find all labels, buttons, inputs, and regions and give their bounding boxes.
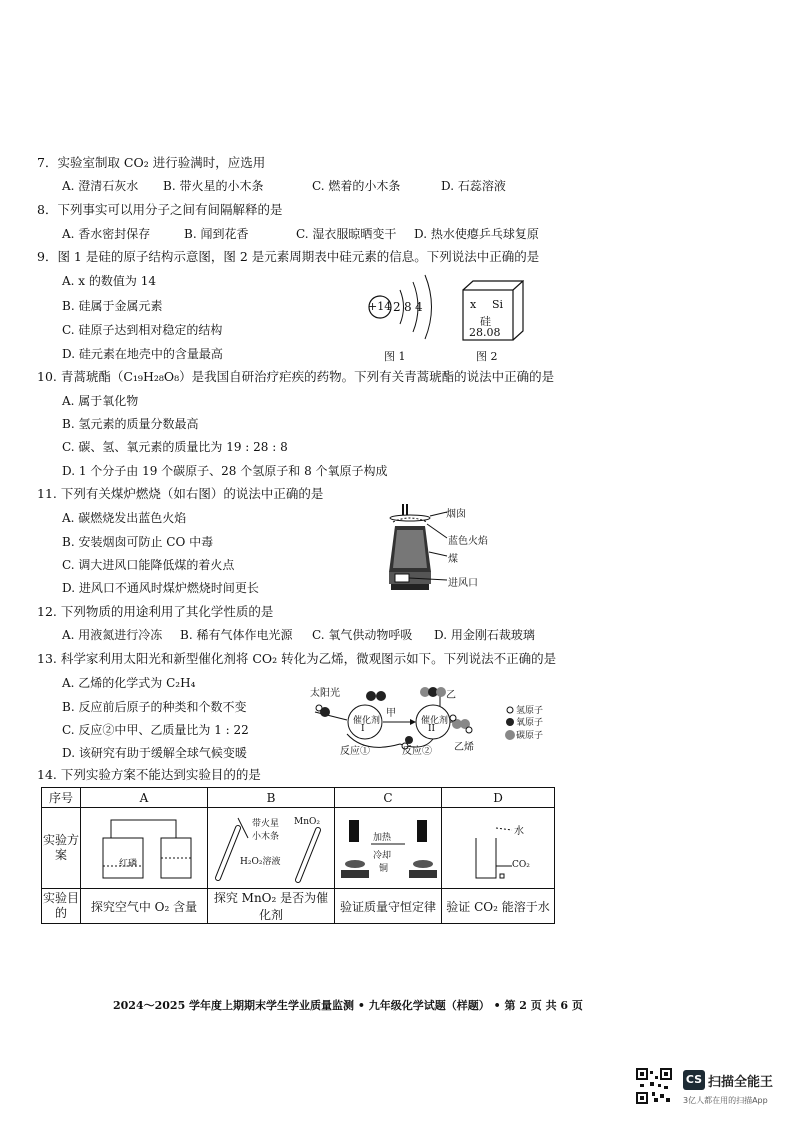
atom-shell-3: 4 bbox=[415, 300, 423, 314]
q7-option-a: A. 澄清石灰水 bbox=[62, 179, 139, 193]
reaction-1-label: 反应① bbox=[340, 746, 370, 757]
reaction-2-label: 反应② bbox=[402, 746, 432, 757]
h2o2-label: H₂O₂溶液 bbox=[240, 857, 281, 867]
table-header-b: B bbox=[208, 788, 335, 808]
goal-d: 验证 CO₂ 能溶于水 bbox=[442, 889, 555, 924]
q10-option-c: C. 碳、氢、氧元素的质量比为 19 : 28 : 8 bbox=[62, 440, 288, 454]
fig2-caption: 图 2 bbox=[476, 350, 498, 363]
catalyst-1-label: 催化剂 bbox=[353, 716, 381, 726]
q13-stem: 13. 科学家利用太阳光和新型催化剂将 CO₂ 转化为乙烯，微观图示如下。下列说法不正确的是 bbox=[37, 651, 557, 666]
q11-option-c: C. 调大进风口能降低煤的着火点 bbox=[62, 558, 235, 572]
q8-option-a: A. 香水密封保存 bbox=[62, 227, 151, 241]
q10-stem: 10. 青蒿琥酯（C₁₉H₂₈O₈）是我国自研治疗疟疾的药物。下列有关青蒿琥酯的说法中正确的是 bbox=[37, 369, 555, 384]
q11-option-a: A. 碳燃烧发出蓝色火焰 bbox=[62, 511, 187, 525]
q14-stem: 14. 下列实验方案不能达到实验目的的是 bbox=[37, 767, 261, 782]
substance-yi-label: 乙 bbox=[446, 690, 456, 701]
q12-stem: 12. 下列物质的用途利用了其化学性质的是 bbox=[37, 604, 274, 619]
fig1-caption: 图 1 bbox=[384, 350, 406, 363]
goal-b: 探究 MnO₂ 是否为催化剂 bbox=[208, 889, 335, 924]
table-header-index: 序号 bbox=[42, 788, 81, 808]
q13-option-b: B. 反应前后原子的种类和个数不变 bbox=[62, 700, 247, 714]
element-mass: 28.08 bbox=[469, 326, 501, 339]
q12-option-a: A. 用液氮进行冷冻 bbox=[62, 628, 163, 642]
row-label-goal: 实验目的 bbox=[42, 889, 81, 924]
atom-shell-1: 2 bbox=[393, 300, 401, 314]
scheme-c-cell bbox=[335, 808, 442, 889]
q13-option-a: A. 乙烯的化学式为 C₂H₄ bbox=[62, 676, 196, 690]
scheme-b-cell bbox=[208, 808, 335, 889]
goal-a: 探究空气中 O₂ 含量 bbox=[81, 889, 208, 924]
q9-option-a: A. x 的数值为 14 bbox=[62, 274, 156, 288]
legend-oxygen: 氧原子 bbox=[516, 718, 544, 728]
scheme-a-cell bbox=[81, 808, 208, 889]
q10-option-d: D. 1 个分子由 19 个碳原子、28 个氢原子和 8 个氧原子构成 bbox=[62, 464, 388, 478]
goal-c: 验证质量守恒定律 bbox=[335, 889, 442, 924]
row-label-scheme: 实验方案 bbox=[42, 808, 81, 889]
q9-stem: 9．图 1 是硅的原子结构示意图，图 2 是元素周期表中硅元素的信息。下列说法中正确的是 bbox=[37, 249, 540, 264]
heating-label: 加热 bbox=[373, 833, 392, 843]
legend-carbon: 碳原子 bbox=[516, 731, 544, 741]
co2-label: CO₂ bbox=[512, 860, 530, 870]
table-header-c: C bbox=[335, 788, 442, 808]
q11-option-d: D. 进风口不通风时煤炉燃烧时间更长 bbox=[62, 581, 259, 595]
q8-option-c: C. 湿衣服晾晒变干 bbox=[296, 227, 397, 241]
q11-option-b: B. 安装烟囱可防止 CO 中毒 bbox=[62, 535, 214, 549]
q12-option-d: D. 用金刚石裁玻璃 bbox=[434, 628, 535, 642]
coal-label: 煤 bbox=[448, 554, 458, 565]
q9-option-d: D. 硅元素在地壳中的含量最高 bbox=[62, 347, 223, 361]
coal-stove-figure bbox=[385, 502, 455, 602]
atom-shell-2: 8 bbox=[404, 300, 412, 314]
q8-option-d: D. 热水使瘪乒乓球复原 bbox=[414, 227, 539, 241]
red-phosphorus-label: 红磷 bbox=[119, 859, 138, 869]
scanner-title: 扫描全能王 bbox=[708, 1075, 774, 1090]
q11-stem: 11. 下列有关煤炉燃烧（如右图）的说法中正确的是 bbox=[37, 486, 324, 501]
q7-option-d: D. 石蕊溶液 bbox=[441, 179, 506, 193]
element-name: 硅 bbox=[480, 315, 491, 328]
splint-label: 小木条 bbox=[252, 832, 280, 842]
substance-jia-label: 甲 bbox=[386, 708, 396, 719]
q12-option-c: C. 氧气供动物呼吸 bbox=[312, 628, 413, 642]
scanner-logo: CS bbox=[683, 1070, 705, 1090]
element-symbol: Si bbox=[492, 298, 504, 311]
q13-option-c: C. 反应②中甲、乙质量比为 1 : 22 bbox=[62, 723, 249, 737]
q9-option-b: B. 硅属于金属元素 bbox=[62, 299, 163, 313]
q7-stem: 7．实验室制取 CO₂ 进行验满时，应选用 bbox=[37, 155, 266, 170]
ethylene-label: 乙烯 bbox=[454, 742, 474, 753]
qr-code-icon bbox=[636, 1068, 672, 1104]
experiment-table bbox=[41, 787, 555, 924]
atom-nucleus-charge: +14 bbox=[368, 300, 392, 313]
page-footer: 2024～2025 学年度上期期末学生学业质量监测 • 九年级化学试题（样题） • 第 2 页 共 6 页 bbox=[113, 999, 583, 1012]
table-header-a: A bbox=[81, 788, 208, 808]
apparatus-a-figure bbox=[81, 808, 207, 888]
mno2-label: MnO₂ bbox=[294, 817, 320, 827]
element-atomic-number: x bbox=[470, 298, 477, 311]
cooling-label: 冷却 bbox=[373, 851, 392, 861]
catalyst-2-label: 催化剂 bbox=[421, 716, 449, 726]
q10-option-b: B. 氢元素的质量分数最高 bbox=[62, 417, 199, 431]
catalyst-1-number: I bbox=[361, 724, 365, 734]
q13-option-d: D. 该研究有助于缓解全球气候变暖 bbox=[62, 746, 247, 760]
q12-option-b: B. 稀有气体作电光源 bbox=[180, 628, 293, 642]
scanner-subtitle: 3亿人都在用的扫描App bbox=[683, 1096, 768, 1105]
q8-stem: 8．下列事实可以用分子之间有间隔解释的是 bbox=[37, 202, 283, 217]
sunlight-label: 太阳光 bbox=[310, 688, 340, 699]
chimney-label: 烟囱 bbox=[446, 509, 466, 520]
q7-option-c: C. 燃着的小木条 bbox=[312, 179, 401, 193]
copper-label: 铜 bbox=[379, 864, 389, 874]
air-inlet-label: 进风口 bbox=[448, 578, 478, 589]
table-header-d: D bbox=[442, 788, 555, 808]
catalyst-2-number: II bbox=[428, 724, 436, 734]
water-label: 水 bbox=[514, 826, 524, 837]
blue-flame-label: 蓝色火焰 bbox=[448, 536, 488, 547]
q7-option-b: B. 带火星的小木条 bbox=[163, 179, 264, 193]
q10-option-a: A. 属于氧化物 bbox=[62, 394, 139, 408]
legend-hydrogen: 氢原子 bbox=[516, 706, 544, 716]
apparatus-d-figure bbox=[442, 808, 554, 888]
q8-option-b: B. 闻到花香 bbox=[184, 227, 249, 241]
glowing-label: 带火星 bbox=[252, 819, 280, 829]
q9-option-c: C. 硅原子达到相对稳定的结构 bbox=[62, 323, 223, 337]
scheme-d-cell bbox=[442, 808, 555, 889]
